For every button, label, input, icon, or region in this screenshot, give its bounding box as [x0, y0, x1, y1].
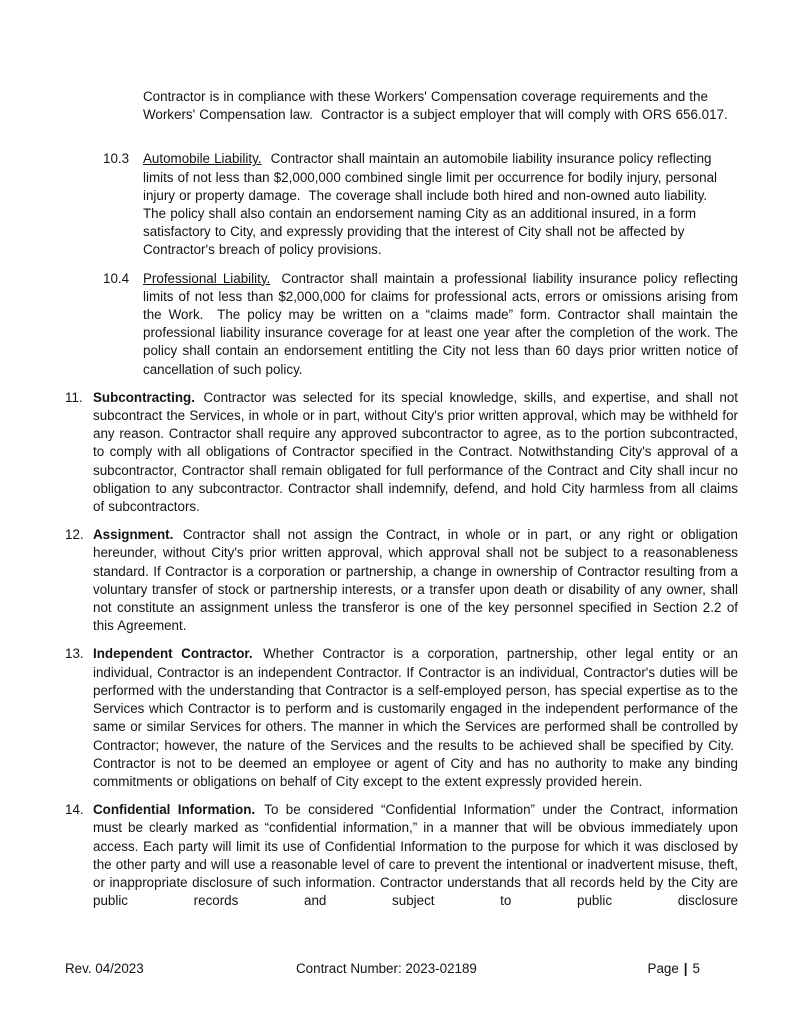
section-heading: Independent Contractor. — [93, 646, 253, 662]
section-number: 14. — [65, 802, 84, 818]
section-number: 11. — [65, 389, 83, 405]
page-footer — [0, 960, 800, 980]
section-body: Contractor shall not assign the Contract, in whole or in part, or any right or obligation hereunder, without City's prior written approval, which approval shall not be subject to a reasonableness standard. If Contractor is a corporation or partnership, a change in ownership of Contractor resulting from a voluntary transfer of stock or partnership interests, or a transfer upon death or disability of any owner, shall not constitute an assignment unless the transferor is one of the key personnel specified in Section 2.2 of this Agreement. — [93, 527, 739, 634]
section-heading: Confidential Information. — [93, 802, 256, 818]
section-10-4-professional-liability — [103, 270, 738, 379]
section-12-assignment — [65, 526, 739, 635]
section-heading: Subcontracting. — [93, 389, 195, 405]
section-body: Contractor shall maintain an automobile liability insurance policy reflecting limits of not less than $2,000,000 combined single limit per occurrence for bodily injury, personal injury or property damage. The coverage shall include both hired and non-owned auto liability. The policy shall also contain an endorsement naming City as an additional insured, in a form satisfactory to City, and expressly providing that the interest of City shall not be affected by Contractor's breach of policy provisions. — [143, 151, 718, 258]
section-number: 12. — [65, 527, 84, 543]
section-10-3-automobile-liability — [103, 150, 738, 259]
section-11-subcontracting — [65, 389, 738, 516]
footer-page-value: 5 — [692, 961, 700, 976]
footer-revision: Rev. 04/2023 — [65, 961, 144, 976]
paragraph-workers-comp-continuation: Contractor is in compliance with these Workers' Compensation coverage requirements and the Workers' Compensation law. Contractor is a subject employer that will comply with ORS 656.017. — [143, 89, 728, 123]
footer-separator-bar: | — [683, 961, 688, 976]
section-13-independent-contractor — [65, 645, 738, 791]
contract-body — [65, 88, 738, 920]
section-number: 13. — [65, 646, 84, 662]
section-14-confidential-information — [65, 801, 738, 910]
section-heading: Professional Liability. — [143, 270, 271, 286]
footer-contract-number: Contract Number: 2023-02189 — [296, 961, 477, 976]
footer-page-label: Page — [647, 961, 679, 976]
section-heading: Automobile Liability. — [143, 151, 262, 167]
section-body: Contractor was selected for its special knowledge, skills, and expertise, and shall not subcontract the Services, in whole or in part, without City's prior written approval, which may be withheld for any reason. Contractor shall require any approved subcontractor to agree, as to the portion subcontracted, to comply with all obligations of Contractor specified in the Contract. Notwithstanding City's approval of a subcontractor, Contractor shall remain obligated for full performance of the Contract and City shall incur no obligation to any subcontractor. Contractor shall indemnify, defend, and hold City harmless from all claims of subcontractors. — [93, 389, 738, 515]
section-body: Whether Contractor is a corporation, partnership, other legal entity or an individual, Contractor is an independent Contractor. If Contractor is an individual, Contractor's duties will be performed with the understanding that Contractor is a self-employed person, has special expertise as to the Services which Contractor is to perform and is customarily engaged in the independent performance of the same or similar Services for others. The manner in which the Services are performed shall be controlled by Contractor; however, the nature of the Services and the results to be achieved shall be specified by City. Contractor is not to be deemed an employee or agent of City and has no authority to make any binding commitments or obligations on behalf of City except to the extent expressly provided herein. — [93, 646, 738, 789]
section-body: To be considered “Confidential Information” under the Contract, information must be clearly marked as “confidential information,” in a manner that will be obvious immediately upon access. Each party will limit its use of Confidential Information to the purpose for which it was disclosed by the other party and will use a reasonable level of care to prevent the intentional or inadvertent misuse, theft, or inappropriate disclosure of such information. Contractor understands that all records held by the City are public records and subject to public disclosure — [93, 802, 738, 909]
section-number: 10.4 — [103, 270, 130, 286]
section-body: Contractor shall maintain a professional liability insurance policy reflecting limits of not less than $2,000,000 for claims for professional acts, errors or omissions arising from the Work. The policy may be written on a “claims made” form. Contractor shall maintain the professional liability insurance coverage for at least one year after the completion of the work. The policy shall contain an endorsement entitling the City not less than 60 days prior written notice of cancellation of such policy. — [143, 270, 738, 377]
section-heading: Assignment. — [93, 527, 174, 543]
footer-page-number — [648, 960, 700, 978]
section-number: 10.3 — [103, 151, 130, 167]
